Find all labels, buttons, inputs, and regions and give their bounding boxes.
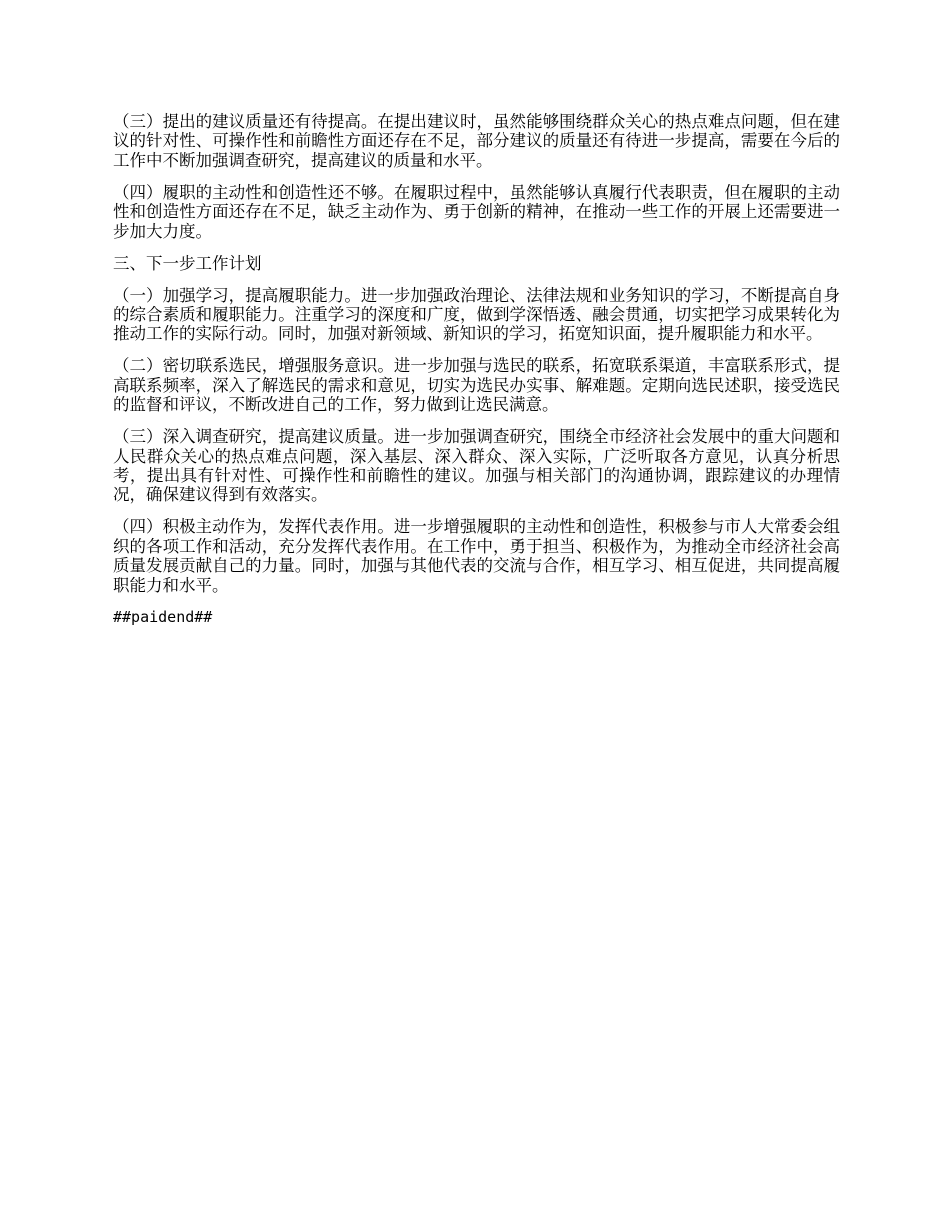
document-page bbox=[113, 112, 840, 627]
paragraph-issue-4: （四）履职的主动性和创造性还不够。在履职过程中，虽然能够认真履行代表职责，但在履职的主动性和创造性方面还存在不足，缺乏主动作为、勇于创新的精神，在推动一些工作的开展上还需要进一步加大力度。 bbox=[113, 182, 840, 241]
end-marker: ##paidend## bbox=[113, 607, 213, 626]
section-heading: 三、下一步工作计划 bbox=[113, 253, 262, 273]
paragraph-plan-2: （二）密切联系选民，增强服务意识。进一步加强与选民的联系，拓宽联系渠道，丰富联系形式，提高联系频率，深入了解选民的需求和意见，切实为选民办实事、解难题。定期向选民述职，接受选民的监督和评议，不断改进自己的工作，努力做到让选民满意。 bbox=[113, 356, 840, 415]
paragraph-issue-3: （三）提出的建议质量还有待提高。在提出建议时，虽然能够围绕群众关心的热点难点问题，但在建议的针对性、可操作性和前瞻性方面还存在不足，部分建议的质量还有待进一步提高，需要在今后的工作中不断加强调查研究，提高建议的质量和水平。 bbox=[113, 112, 840, 170]
paragraph-plan-3: （三）深入调查研究，提高建议质量。进一步加强调查研究，围绕全市经济社会发展中的重大问题和人民群众关心的热点难点问题，深入基层、深入群众、深入实际，广泛听取各方意见，认真分析思考，提出具有针对性、可操作性和前瞻性的建议。加强与相关部门的沟通协调，跟踪建议的办理情况，确保建议得到有效落实。 bbox=[113, 427, 840, 505]
paragraph-plan-4: （四）积极主动作为，发挥代表作用。进一步增强履职的主动性和创造性，积极参与市人大常委会组织的各项工作和活动，充分发挥代表作用。在工作中，勇于担当、积极作为，为推动全市经济社会高质量发展贡献自己的力量。同时，加强与其他代表的交流与合作，相互学习、相互促进，共同提高履职能力和水平。 bbox=[113, 517, 840, 595]
paragraph-plan-1: （一）加强学习，提高履职能力。进一步加强政治理论、法律法规和业务知识的学习，不断提高自身的综合素质和履职能力。注重学习的深度和广度，做到学深悟透、融会贯通，切实把学习成果转化为推动工作的实际行动。同时，加强对新领域、新知识的学习，拓宽知识面，提升履职能力和水平。 bbox=[113, 285, 840, 344]
